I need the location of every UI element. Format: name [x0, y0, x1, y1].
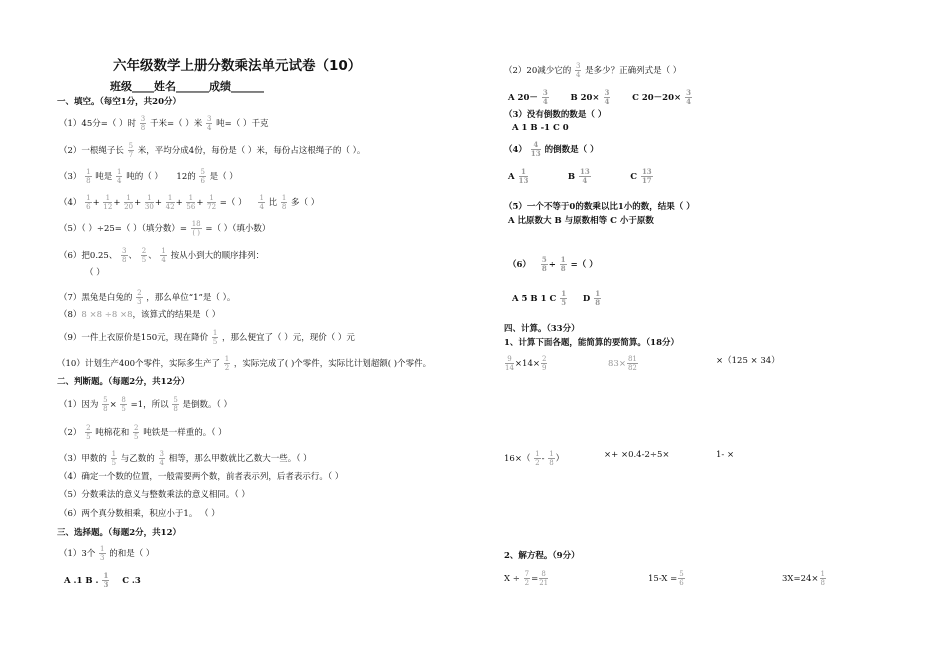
fraction-denominator: 72 [207, 203, 217, 211]
fraction [281, 194, 287, 211]
fraction [627, 355, 638, 372]
fraction-denominator: 8 [86, 177, 91, 185]
fill-q4: （4） $\frac{1}{6}$ + $\frac{1}{12}$ + $\frac{1}{20}$ + $\frac{1}{30}$ + $\frac{1}{42}$ + $\frac{1}{56}$ + $\frac{1}{72}$ =（ ） $\frac{1}{4}$ 比 $\frac{1}{8}$ 多（ ） [59, 194, 320, 211]
fraction-denominator: 3 [137, 298, 142, 306]
fraction [820, 570, 826, 587]
choice-q4: （4） $\frac{4}{13}$ 的倒数是（ ） [504, 140, 599, 158]
fraction-denominator: 13 [530, 149, 541, 158]
fraction [541, 355, 547, 372]
fraction-denominator: 4 [686, 97, 691, 106]
fraction-numerator: 5 [173, 396, 178, 404]
fraction [103, 194, 112, 211]
fraction-numerator: 2 [134, 424, 139, 432]
fraction-denominator: 8 [541, 264, 547, 273]
choice-q6: （6） $\frac{5}{8}$ ÷ $\frac{1}{8}$ =（ ） [508, 255, 598, 273]
fraction-denominator: 8 [103, 405, 108, 413]
fraction-denominator: 8 [595, 298, 601, 307]
fraction-numerator: 1 [124, 194, 133, 203]
choice-q6-options: A 5 B 1 C $\frac{1}{5}$ D $\frac{1}{8}$ [512, 289, 601, 307]
fraction [685, 89, 692, 106]
fraction [541, 256, 548, 273]
fraction-denominator: 7 [128, 151, 134, 159]
fraction-numerator: 1 [145, 194, 154, 203]
fraction [136, 289, 142, 306]
judge-q1: （1）因为 $\frac{5}{8}$ × $\frac{8}{5}$ =1，所以 $\frac{5}{8}$ 是倒数。（ ） [59, 396, 232, 413]
fraction-numerator: 1 [117, 168, 122, 176]
calc-expr-3: ×（125 × 34） [716, 356, 780, 366]
fraction-denominator: 8 [122, 256, 127, 264]
fraction-numerator: 3 [542, 88, 548, 97]
choice-q5: （5）一个不等于0的数乘以比1小的数，结果（ ） [504, 202, 695, 212]
fraction-denominator: 9 [541, 364, 547, 372]
fraction-denominator: 4 [159, 459, 164, 467]
fraction-denominator: 4 [206, 124, 212, 132]
fraction-denominator: 3 [100, 554, 105, 562]
fraction-denominator: 14 [505, 364, 514, 372]
fraction [111, 450, 117, 467]
calc-expr-1: $\frac{9}{14}$ ×14× $\frac{2}{9}$ [505, 355, 547, 372]
fill-q10: （10）计划生产400个零件，实际多生产了 $\frac{1}{2}$ ，实际完成了( )个零件，实际比计划超额( )个零件。 [57, 355, 432, 372]
fraction-denominator: 5 [86, 433, 91, 441]
fraction-denominator: 42 [165, 203, 175, 211]
fraction-denominator: 4 [604, 97, 610, 106]
fraction-numerator: 1 [100, 545, 105, 553]
fraction-numerator: 3 [159, 450, 164, 458]
calc-expr-5: ×+ ×0.4-2÷5× [604, 450, 670, 460]
fraction-numerator: 1 [86, 168, 91, 176]
fraction-denominator: 4 [542, 97, 548, 106]
fraction [560, 256, 567, 273]
choice-q1: （1）3个 $\frac{1}{3}$ 的和是（ ） [59, 545, 155, 562]
fraction [160, 247, 166, 264]
fraction-numerator: 8 [121, 396, 126, 404]
fraction-denominator: 6 [86, 203, 91, 211]
choice-q5-options: A 比原数大 B 与原数相等 C 小于原数 [508, 216, 654, 226]
fraction [594, 290, 601, 307]
fill-q9: （9）一件上衣原价是150元，现在降价 $\frac{1}{5}$ ，那么便宜了（ ）元，现价（ ）元 [59, 329, 355, 346]
fraction-numerator: 3 [140, 115, 146, 123]
judge-q3: （3）甲数的 $\frac{1}{5}$ 与乙数的 $\frac{3}{4}$ 相等，那么甲数就比乙数大一些。（ ） [59, 450, 312, 467]
fraction-denominator: 5 [561, 298, 567, 307]
fraction-numerator: 8 [539, 570, 548, 579]
fraction [191, 220, 202, 237]
fraction [560, 290, 567, 307]
fraction-denominator: 5 [121, 405, 126, 413]
fraction [102, 572, 109, 589]
calc-expr-2: 83× $\frac{81}{82}$ [608, 355, 637, 372]
fraction-numerator: 3 [575, 62, 581, 70]
fraction-denominator: 5 [111, 459, 117, 467]
calc-expr-6: 1- × [716, 450, 735, 460]
calc-part2-heading: 2、解方程。（9分） [504, 551, 580, 561]
fill-q6: （6）把0.25、 $\frac{3}{8}$ 、 $\frac{2}{5}$ 、 $\frac{1}{4}$ 按从小到大的顺序排列： [59, 247, 265, 264]
fraction [542, 89, 549, 106]
fraction [145, 194, 154, 211]
fraction-numerator: 2 [141, 247, 147, 255]
fraction [579, 168, 591, 185]
fraction-denominator: 4 [575, 71, 581, 79]
fraction-denominator: 2 [224, 364, 230, 372]
judge-q4: （4）确定一个数的位置，一般需要两个数，前者表示列，后者表示行。（ ） [59, 472, 344, 482]
fraction-numerator: 81 [627, 355, 637, 363]
fraction [519, 168, 529, 185]
fraction-denominator: 2 [524, 579, 530, 587]
fraction-numerator: 1 [207, 194, 216, 203]
fraction-denominator: 8 [281, 203, 287, 211]
fraction-denominator: 21 [539, 579, 549, 587]
fraction-numerator: 1 [281, 194, 287, 202]
fraction-numerator: 7 [524, 570, 530, 578]
section-fill-heading: 一、填空。（每空1分，共20分） [57, 97, 181, 107]
fraction-numerator: 1 [549, 450, 554, 458]
fraction-denominator: 8 [820, 579, 825, 587]
fraction [524, 570, 530, 587]
fraction-denominator: 4 [161, 256, 166, 264]
fraction [124, 194, 133, 211]
fraction [166, 194, 175, 211]
fill-q5: （5）（ ）÷25=（ ）（填分数）= $\frac{18}{( )}$ =（ ）（填小数） [59, 220, 271, 237]
fraction-numerator: 1 [212, 329, 218, 337]
fraction [212, 329, 218, 346]
fill-q2: （2）一根绳子长 $\frac{5}{7}$ 米，平均分成4份，每份是（ ）米，每份占这根绳子的（ ）。 [59, 142, 366, 159]
fraction [604, 89, 611, 106]
fraction [505, 355, 514, 372]
fraction [531, 141, 541, 158]
fraction-denominator: 6 [679, 579, 684, 587]
fraction-numerator: 13 [641, 167, 652, 176]
choice-q1-options: A .1 B . $\frac{1}{3}$ C .3 [64, 571, 141, 589]
fraction-numerator: 1 [259, 194, 264, 202]
fill-q7: （7）黑兔是白兔的 $\frac{2}{3}$ ，那么单位“1”是（ ）。 [59, 289, 236, 306]
fraction-numerator: 3 [122, 247, 127, 255]
page-title: 六年级数学上册分数乘法单元试卷（10） [113, 58, 362, 74]
section-choice-heading: 三、选择题。（每题2分，共12） [57, 528, 181, 538]
fraction [575, 62, 581, 79]
fraction-denominator: 8 [173, 405, 178, 413]
fraction [85, 424, 91, 441]
fraction [85, 168, 91, 185]
fraction-numerator: 1 [103, 571, 109, 580]
fraction-numerator: 5 [679, 570, 684, 578]
fill-q6-answer: （ ） [85, 268, 105, 278]
fill-q1: （1）45分=（ ）时 $\frac{3}{8}$ 千米=（ ）米 $\frac{3}{4}$ 吨=（ ）千克 [59, 115, 269, 132]
fraction-denominator: 5 [134, 433, 139, 441]
fraction-numerator: 1 [820, 570, 825, 578]
section-judge-heading: 二、判断题。（每题2分，共12分） [57, 377, 190, 387]
choice-q4-options: A $\frac{1}{13}$ B $\frac{13}{4}$ C $\frac{13}{17}$ [508, 167, 652, 185]
choice-q3: （3）没有倒数的数是（ ） [504, 110, 607, 120]
fraction-numerator: 1 [560, 255, 566, 264]
fraction-numerator: 5 [128, 142, 134, 150]
fraction-numerator: 1 [166, 194, 175, 203]
fraction [186, 194, 195, 211]
fraction-denominator: ( ) [192, 229, 200, 237]
fraction-numerator: 1 [595, 289, 601, 298]
fraction-numerator: 2 [541, 355, 547, 363]
fraction-denominator: 56 [186, 203, 196, 211]
fraction-numerator: 5 [200, 168, 205, 176]
fraction-denominator: 5 [212, 338, 218, 346]
fraction-numerator: 1 [161, 247, 166, 255]
fraction-numerator: 1 [111, 450, 117, 458]
fraction [534, 450, 540, 467]
fraction-numerator: 2 [137, 289, 142, 297]
fraction-denominator: 4 [117, 177, 122, 185]
fraction-numerator: 5 [541, 255, 547, 264]
equation-3: 3X=24× $\frac{1}{8}$ [782, 570, 825, 587]
choice-q2: （2）20减少它的 $\frac{3}{4}$ 是多少？正确列式是（ ） [504, 62, 682, 79]
judge-q6: （6）两个真分数相乘，积应小于1。 （ ） [59, 509, 220, 519]
fraction-denominator: 20 [124, 203, 134, 211]
fraction-denominator: 30 [144, 203, 154, 211]
fraction-numerator: 1 [186, 194, 195, 203]
calc-expr-4: 16×（ $\frac{1}{2}$ - $\frac{1}{8}$ ） [504, 450, 565, 467]
fraction [85, 194, 91, 211]
equation-1: X ÷ $\frac{7}{2}$ = $\frac{8}{21}$ [504, 570, 549, 587]
fraction [99, 545, 105, 562]
fraction-numerator: 9 [505, 355, 514, 364]
fraction-numerator: 1 [561, 289, 567, 298]
judge-q5: （5）分数乘法的意义与整数乘法的意义相同。（ ） [59, 490, 250, 500]
fraction-denominator: 8 [140, 124, 146, 132]
fraction [140, 115, 146, 132]
fraction [207, 194, 216, 211]
fraction [258, 194, 264, 211]
fraction-denominator: 8 [549, 459, 554, 467]
fraction-numerator: 1 [86, 194, 91, 202]
fraction-denominator: 5 [141, 256, 147, 264]
fraction-denominator: 12 [103, 203, 113, 211]
fraction-numerator: 13 [579, 167, 590, 176]
fraction-denominator: 4 [259, 203, 264, 211]
fraction [141, 247, 147, 264]
fraction [678, 570, 684, 587]
fraction-denominator: 17 [641, 176, 652, 185]
choice-q2-options: A 20－ $\frac{3}{4}$ B 20× $\frac{3}{4}$ C 20－20× $\frac{3}{4}$ [508, 88, 691, 106]
fraction [120, 396, 126, 413]
fraction-numerator: 3 [686, 88, 691, 97]
fraction-denominator: 4 [582, 176, 588, 185]
calc-part1-heading: 1、计算下面各题，能简算的要简算。（18分） [504, 338, 679, 348]
fraction-numerator: 5 [103, 396, 108, 404]
choice-q3-options: A 1 B -1 C 0 [512, 123, 569, 133]
fraction [121, 247, 127, 264]
fraction-denominator: 2 [535, 459, 540, 467]
fraction-numerator: 1 [519, 168, 529, 177]
fraction-denominator: 13 [518, 176, 529, 185]
fraction-numerator: 1 [535, 450, 540, 458]
fraction [128, 142, 134, 159]
fraction-numerator: 2 [86, 424, 91, 432]
fraction [548, 450, 554, 467]
fraction [199, 168, 205, 185]
fraction [539, 570, 548, 587]
fraction-numerator: 18 [191, 220, 201, 228]
fraction [116, 168, 122, 185]
fill-q3: （3） $\frac{1}{8}$ 吨是 $\frac{1}{4}$ 吨的（ ） 12的 $\frac{5}{6}$ 是（ ） [59, 168, 238, 185]
fraction-numerator: 1 [224, 355, 230, 363]
fraction [159, 450, 165, 467]
fraction-denominator: 82 [627, 364, 637, 372]
fraction [224, 355, 230, 372]
fraction-numerator: 3 [604, 88, 610, 97]
fraction-numerator: 3 [206, 115, 212, 123]
fraction-denominator: 6 [200, 177, 205, 185]
section-calc-heading: 四、计算。（33分） [504, 324, 580, 334]
fill-q8: （8）8 ×8 ÷8 ×8，该算式的结果是（ ） [59, 310, 221, 320]
student-info-line: 班级____姓名______成绩______ [110, 80, 264, 93]
fraction-denominator: 3 [103, 580, 109, 589]
equation-2: 15-X = $\frac{5}{6}$ [648, 570, 684, 587]
fraction [133, 424, 139, 441]
fraction-numerator: 4 [531, 141, 541, 150]
fraction [206, 115, 212, 132]
fraction [641, 168, 653, 185]
fraction [102, 396, 108, 413]
judge-q2: （2） $\frac{2}{5}$ 吨棉花和 $\frac{2}{5}$ 吨铁是一样重的。（ ） [59, 424, 227, 441]
fraction-numerator: 1 [103, 194, 112, 203]
fraction-denominator: 8 [560, 264, 566, 273]
fraction [172, 396, 178, 413]
